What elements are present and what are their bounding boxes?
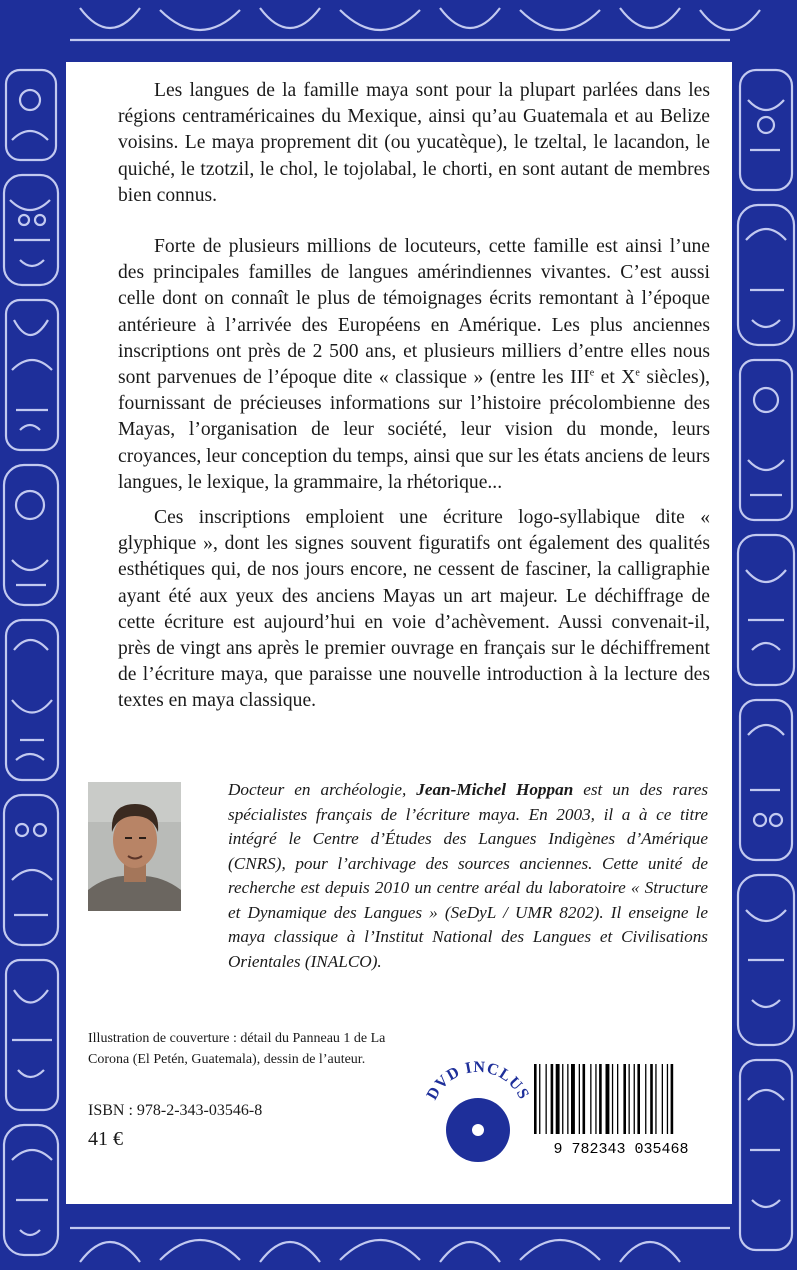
barcode-icon — [528, 1062, 714, 1156]
barcode-bar — [583, 1064, 586, 1134]
description-paragraph-3: Ces inscriptions emploient une écriture logo-syllabique dite « glyphique », dont les signes souvent figuratifs ont également des qualités esthétiques qui, de nos jours encore, ne cessent de fasciner, la calligraphie ayant été aux yeux des anciens Mayas un art majeur. Le déchiffrage de cette écriture est aujourd’hui en voie d’achèvement. Aussi convenait-il, près de vingt ans après le premier ouvrage en français sur le déchiffrement de l’écriture maya, que paraisse une nouvelle introduction à la lecture des textes en maya classique. — [118, 507, 710, 712]
back-cover-panel — [66, 62, 732, 1204]
barcode-bar — [562, 1064, 563, 1134]
barcode-bar — [655, 1064, 656, 1134]
author-bio: Docteur en archéologie, Jean-Michel Hoppan est un des rares spécialistes français de l’écriture maya. En 2003, il a à ce titre intégré le Centre d’Études des Langues Indigènes d’Amérique (CNRS), pour l’archivage des sources anciennes. Cette unité de recherche est depuis 2010 un centre aréal du laboratoire « Structure et Dynamique des Langues » (SeDyL / UMR 8202). Il enseigne le maya classique à l’Institut National des Langues et Civilisations Orientales (INALCO). — [228, 780, 709, 971]
barcode-bar — [650, 1064, 653, 1134]
barcode-bar — [567, 1064, 568, 1134]
barcode-bar — [606, 1064, 610, 1134]
svg-text:DVD INCLUS — [424, 1059, 533, 1103]
barcode-bar — [637, 1064, 640, 1134]
barcode-bar — [671, 1064, 674, 1134]
price-text: 41 € — [88, 1128, 123, 1150]
barcode-bar — [634, 1064, 635, 1134]
barcode-bar — [617, 1064, 618, 1134]
barcode-number: 9 782343 035468 — [553, 1141, 689, 1156]
cover-illustration-credit: Illustration de couverture : détail du Panneau 1 de La Corona (El Petén, Guatemala), dessin de l’auteur. — [88, 1031, 386, 1067]
author-name: Jean-Michel Hoppan — [416, 780, 574, 799]
barcode-bar — [623, 1064, 626, 1134]
barcode-bar — [579, 1064, 580, 1134]
barcode-bar — [534, 1064, 537, 1134]
barcode-bar — [667, 1064, 668, 1134]
dvd-label: DVD INCLUS — [423, 1058, 533, 1103]
barcode-bar — [590, 1064, 591, 1134]
barcode-bar — [551, 1064, 554, 1134]
barcode-bar — [612, 1064, 613, 1134]
description-paragraph-2: Forte de plusieurs millions de locuteurs, cette famille est ainsi l’une des principales familles de langues amérindiennes vivantes. C’est aussi celle dont on connaît le plus de témoignages écrits remontant à l’époque antérieure à l’arrivée des Européens en Amérique. Les plus anciennes inscriptions ont près de 2 500 ans, et plusieurs milliers d’entre elles nous sont parvenues de l’époque dite « classique » (entre les IIIe et Xe siècles), fournissant de précieuses informations sur l’histoire précolombienne des Mayas, l’organisation de leur société, leur vision du monde, leurs croyances, leur conception du temps, ainsi que sur les états anciens de leurs langues, le lexique, la grammaire, la rhétorique... — [118, 236, 711, 493]
barcode-bar — [599, 1064, 602, 1134]
barcode-bar — [539, 1064, 540, 1134]
barcode-bar — [571, 1064, 575, 1134]
barcode-bar — [645, 1064, 646, 1134]
barcode-bar — [546, 1064, 547, 1134]
barcode-bar — [595, 1064, 596, 1134]
isbn-text: ISBN : 978-2-343-03546-8 — [88, 1102, 263, 1119]
description-paragraph-1: Les langues de la famille maya sont pour la plupart parlées dans les régions centraméricaines du Mexique, ainsi qu’au Guatemala et au Belize voisins. Le maya proprement dit (ou yucatèque), le tzeltal, le lacandon, le quiché, le tzotzil, le chol, le tojolabal, le chorti, en sont autant de membres bien connus. — [118, 80, 710, 206]
dvd-disc-icon — [418, 1052, 538, 1172]
author-photo — [88, 782, 181, 911]
barcode-bar — [629, 1064, 630, 1134]
barcode-bar — [556, 1064, 560, 1134]
barcode-bar — [662, 1064, 663, 1134]
